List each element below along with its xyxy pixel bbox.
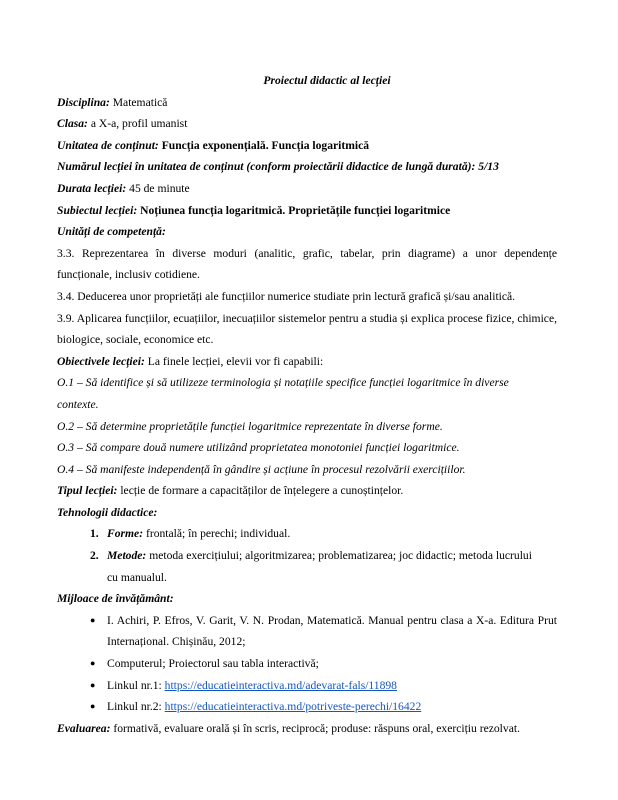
numarul-label: Numărul lecției în unitatea de conținut (conform proiectării didactice de lungă durată): xyxy=(57,160,476,174)
obiective-label: Obiectivele lecției: xyxy=(57,354,145,368)
clasa-row xyxy=(57,113,557,135)
unitatea-value: Funcția exponențială. Funcția logaritmică xyxy=(161,138,370,152)
link1-url[interactable]: https://educatieinteractiva.md/adevarat-fals/11898 xyxy=(164,678,397,692)
mijloace-item-link2 xyxy=(57,696,557,718)
numarul-value: 5/13 xyxy=(478,160,499,174)
subiectul-label: Subiectul lecției: xyxy=(57,203,138,217)
tipul-row xyxy=(57,480,557,502)
clasa-label: Clasa: xyxy=(57,117,88,131)
bullet-icon: ● xyxy=(90,679,96,690)
mijloace-item-link1 xyxy=(57,675,557,697)
bullet-icon: ● xyxy=(90,701,96,712)
numarul-row xyxy=(57,156,557,178)
obiectiv-o1: O.1 – Să identifice și să utilizeze terminologia și notațiile specifice funcției logaritmice în diverse contexte. xyxy=(57,376,509,411)
durata-value: 45 de minute xyxy=(129,181,190,195)
tipul-label: Tipul lecției: xyxy=(57,484,118,498)
subiectul-row xyxy=(57,200,557,222)
obiectiv-o4: O.4 – Să manifeste independență în gândire și acțiune în procesul rezolvării exercițiilor. xyxy=(57,462,466,476)
link2-url[interactable]: https://educatieinteractiva.md/potriveste-perechi/16422 xyxy=(164,700,422,714)
obiectiv-o3: O.3 – Să compare două numere utilizând proprietatea monotoniei funcției logaritmice. xyxy=(57,441,460,455)
link2-label: Linkul nr.2: xyxy=(107,700,165,714)
durata-label: Durata lecției: xyxy=(57,181,127,195)
competenta-3-9: 3.9. Aplicarea funcțiilor, ecuațiilor, inecuațiilor sistemelor pentru a studia și explica procese fizice, chimice, biologice, sociale, economice etc. xyxy=(57,311,557,347)
evaluarea-row xyxy=(57,718,557,740)
disciplina-row xyxy=(57,92,557,114)
unitati-heading: Unități de competență: xyxy=(57,225,166,239)
list-number: 2. xyxy=(90,549,99,563)
obiectiv-o2: O.2 – Să determine proprietățile funcției logaritmice reprezentate în diverse forme. xyxy=(57,419,443,433)
tehnologii-heading: Tehnologii didactice: xyxy=(57,505,158,519)
tehnologii-item-metode xyxy=(57,545,557,588)
forme-label: Forme: xyxy=(107,527,144,541)
obiective-row xyxy=(57,351,557,373)
mijloace-item-manual xyxy=(57,610,557,653)
metode-label: Metode: xyxy=(107,549,147,563)
unitatea-label: Unitatea de conținut: xyxy=(57,138,159,152)
metode-value: metoda exercițiului; algoritmizarea; problematizarea; joc didactic; metoda lucrului cu manualul. xyxy=(107,549,532,584)
bullet-icon: ● xyxy=(90,614,96,625)
unitatea-row xyxy=(57,135,557,157)
mijloace-text: I. Achiri, P. Efros, V. Garit, V. N. Prodan, Matematică. Manual pentru clasa a X-a. Editura Prut Internațional. Chișinău, 2012; xyxy=(107,613,557,649)
bullet-icon: ● xyxy=(90,658,96,669)
forme-value: frontală; în perechi; individual. xyxy=(145,527,291,541)
competenta-3-3: 3.3. Reprezentarea în diverse moduri (analitic, grafic, tabelar, prin diagrame) a unor dependențe funcționale, inclusiv cotidiene. xyxy=(57,246,557,282)
subiectul-value: Noțiunea funcția logaritmică. Proprietățile funcției logaritmice xyxy=(140,203,451,217)
mijloace-item-computer xyxy=(57,653,557,675)
document-title: Proiectul didactic al lecției xyxy=(263,74,391,87)
obiective-intro: La finele lecției, elevii vor fi capabili: xyxy=(147,354,324,368)
evaluarea-label: Evaluarea: xyxy=(57,721,111,735)
evaluarea-value: formativă, evaluare orală și în scris, reciprocă; produse: răspuns oral, exercițiu rezolvat. xyxy=(113,721,520,735)
list-number: 1. xyxy=(90,527,99,541)
disciplina-label: Disciplina: xyxy=(57,95,110,109)
tipul-value: lecție de formare a capacităților de înțelegere a cunoștințelor. xyxy=(120,484,404,498)
lesson-plan-document xyxy=(57,70,557,739)
durata-row xyxy=(57,178,557,200)
clasa-value: a X-a, profil umanist xyxy=(90,117,188,131)
mijloace-text: Computerul; Proiectorul sau tabla interactivă; xyxy=(107,657,319,671)
mijloace-heading: Mijloace de învățământ: xyxy=(57,592,174,606)
tehnologii-item-forme xyxy=(57,523,557,545)
link1-label: Linkul nr.1: xyxy=(107,678,165,692)
disciplina-value: Matematică xyxy=(112,95,168,109)
competenta-3-4: 3.4. Deducerea unor proprietăți ale funcțiilor numerice studiate prin lectură grafică și/sau analitică. xyxy=(57,289,516,303)
